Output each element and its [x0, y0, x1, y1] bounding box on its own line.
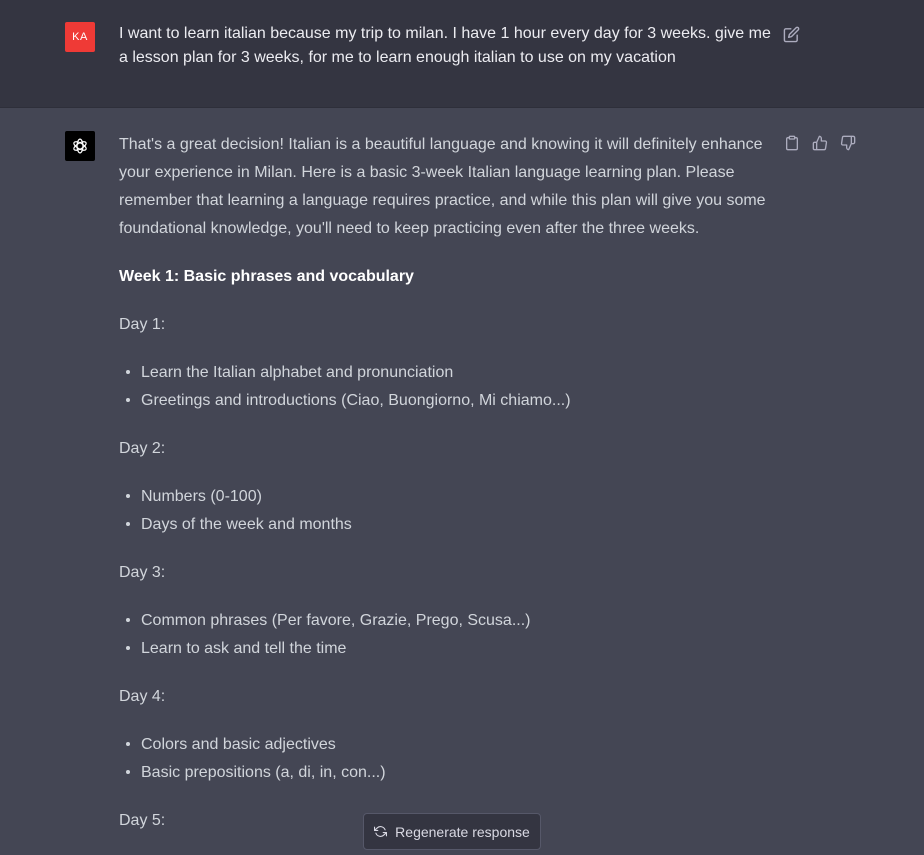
thumbs-down-icon[interactable] — [840, 135, 856, 151]
day-list — [119, 359, 779, 415]
user-avatar: KA — [65, 22, 95, 52]
day-list — [119, 483, 779, 539]
day-label: Day 3: — [119, 564, 166, 581]
thumbs-up-icon[interactable] — [812, 135, 828, 151]
regenerate-response-button[interactable] — [363, 813, 541, 850]
day-label: Day 5: — [119, 812, 166, 829]
week-title: Week 1: Basic phrases and vocabulary — [119, 268, 414, 285]
openai-logo-icon — [69, 135, 91, 157]
day-label: Day 2: — [119, 440, 166, 457]
assistant-intro: That's a great decision! Italian is a beautiful language and knowing it will definitely enhance your experience in Milan. Here is a basic 3-week Italian language learning plan. Please remember that learning a language requires practice, and while this plan will give you some foundational knowledge, you'll need to keep practicing even after the three weeks. — [119, 136, 766, 237]
regenerate-label: Regenerate response — [395, 823, 530, 840]
assistant-message-text — [119, 131, 779, 855]
list-item: Days of the week and months — [119, 511, 779, 539]
list-item: Numbers (0-100) — [119, 483, 779, 511]
list-item: Learn the Italian alphabet and pronunciation — [119, 359, 779, 387]
edit-icon[interactable] — [783, 26, 800, 43]
assistant-avatar — [65, 131, 95, 161]
list-item: Common phrases (Per favore, Grazie, Prego, Scusa...) — [119, 607, 779, 635]
user-message-row — [0, 0, 924, 108]
clipboard-icon[interactable] — [784, 135, 800, 151]
list-item: Greetings and introductions (Ciao, Buongiorno, Mi chiamo...) — [119, 387, 779, 415]
list-item: Basic prepositions (a, di, in, con...) — [119, 759, 779, 787]
day-label: Day 4: — [119, 688, 166, 705]
user-message-text: I want to learn italian because my trip to milan. I have 1 hour every day for 3 weeks. give me a lesson plan for 3 weeks, for me to learn enough italian to use on my vacation — [119, 25, 771, 66]
refresh-icon — [374, 825, 387, 838]
day-label: Day 1: — [119, 316, 166, 333]
day-list — [119, 607, 779, 663]
list-item: Colors and basic adjectives — [119, 731, 779, 759]
day-list — [119, 731, 779, 787]
list-item: Learn to ask and tell the time — [119, 635, 779, 663]
